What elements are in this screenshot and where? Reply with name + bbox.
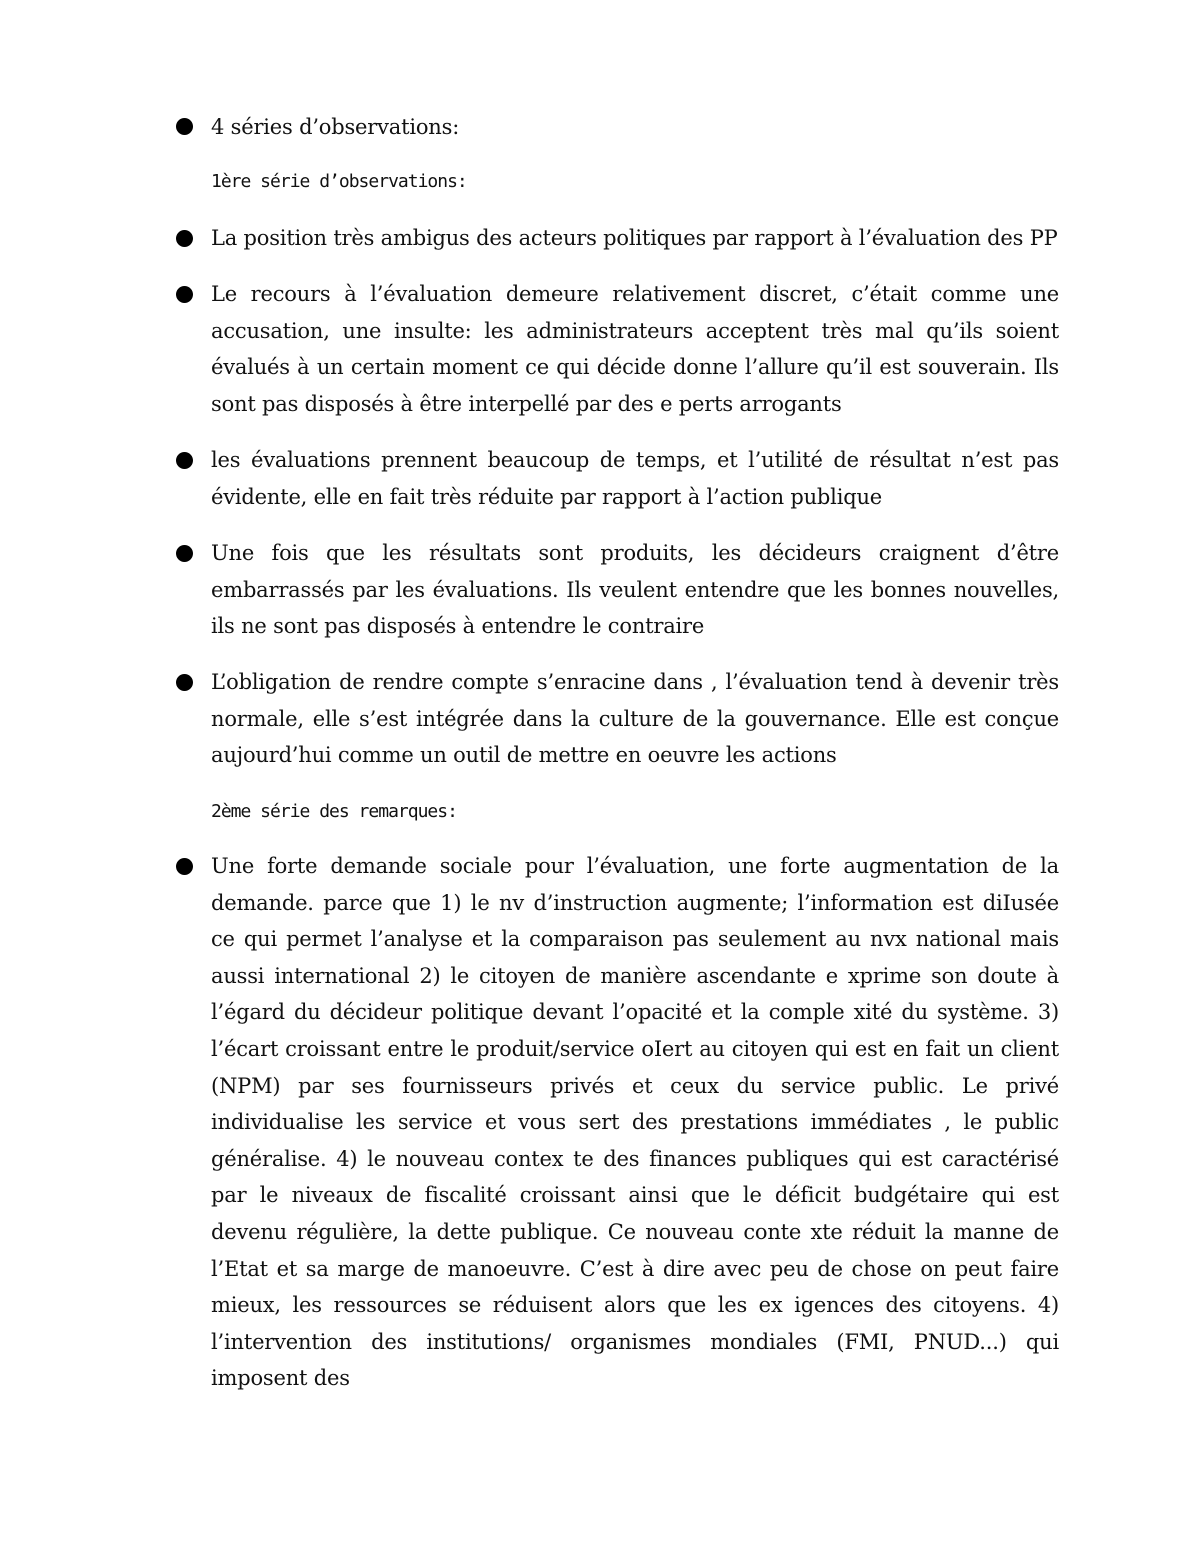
bullet-text: L’obligation de rendre compte s’enracine dans , l’évaluation tend à devenir très normale, elle s’est intégrée dans la culture de la gouvernance. Elle est conçue aujourd’hui comme un outil de mettre en oeuvre les actions	[211, 670, 1059, 768]
bullet-text: La position très ambigus des acteurs politiques par rapport à l’évaluation des PP	[211, 226, 1058, 250]
bullet-marker	[176, 452, 193, 469]
section-heading: 2ème série des remarques:	[211, 801, 457, 822]
bullet-text: Le recours à l’évaluation demeure relativement discret, c’était comme une accusation, une insulte: les administrateurs acceptent très mal qu’ils soient évalués à un certain moment ce qui décide donne l’allure qu’il est souverain. Ils sont pas disposés à être interpellé par des e perts arrogants	[211, 282, 1059, 416]
bullet-marker	[176, 286, 193, 303]
bullet-text: Une fois que les résultats sont produits, les décideurs craignent d’être embarrassés par les évaluations. Ils veulent entendre que les bonnes nouvelles, ils ne sont pas disposés à entendre le contraire	[211, 541, 1059, 639]
bullet-marker	[176, 118, 193, 135]
bullet-text: Une forte demande sociale pour l’évaluation, une forte augmentation de la demande. parce que 1) le nv d’instruction augmente; l’information est diIusée ce qui permet l’analyse et la comparaison pas seulement au nvx national mais aussi international 2) le citoyen de manière ascendante e xprime son doute à l’égard du décideur politique devant l’opacité et la comple xité du système. 3) l’écart croissant entre le produit/service oIert au citoyen qui est en fait un client (NPM) par ses fournisseurs privés et ceux du service public. Le privé individualise les service et vous sert des prestations immédiates , le public généralise. 4) le nouveau contex te des finances publiques qui est caractérisé par le niveaux de fiscalité croissant ainsi que le déficit budgétaire qui est devenu régulière, la dette publique. Ce nouveau conte xte réduit la manne de l’Etat et sa marge de manoeuvre. C’est à dire avec peu de chose on peut faire mieux, les ressources se réduisent alors que les ex igences des citoyens. 4) l’intervention des institutions/ organismes mondiales (FMI, PNUD...) qui imposent des	[211, 854, 1059, 1391]
bullet-marker	[176, 230, 193, 247]
bullet-marker	[176, 545, 193, 562]
bullet-text: 4 séries d’observations:	[211, 115, 460, 139]
bullet-marker	[176, 674, 193, 691]
section-heading: 1ère série d’observations:	[211, 171, 467, 192]
bullet-marker	[176, 858, 193, 875]
bullet-text: les évaluations prennent beaucoup de temps, et l’utilité de résultat n’est pas évidente, elle en fait très réduite par rapport à l’action publique	[211, 448, 1059, 509]
